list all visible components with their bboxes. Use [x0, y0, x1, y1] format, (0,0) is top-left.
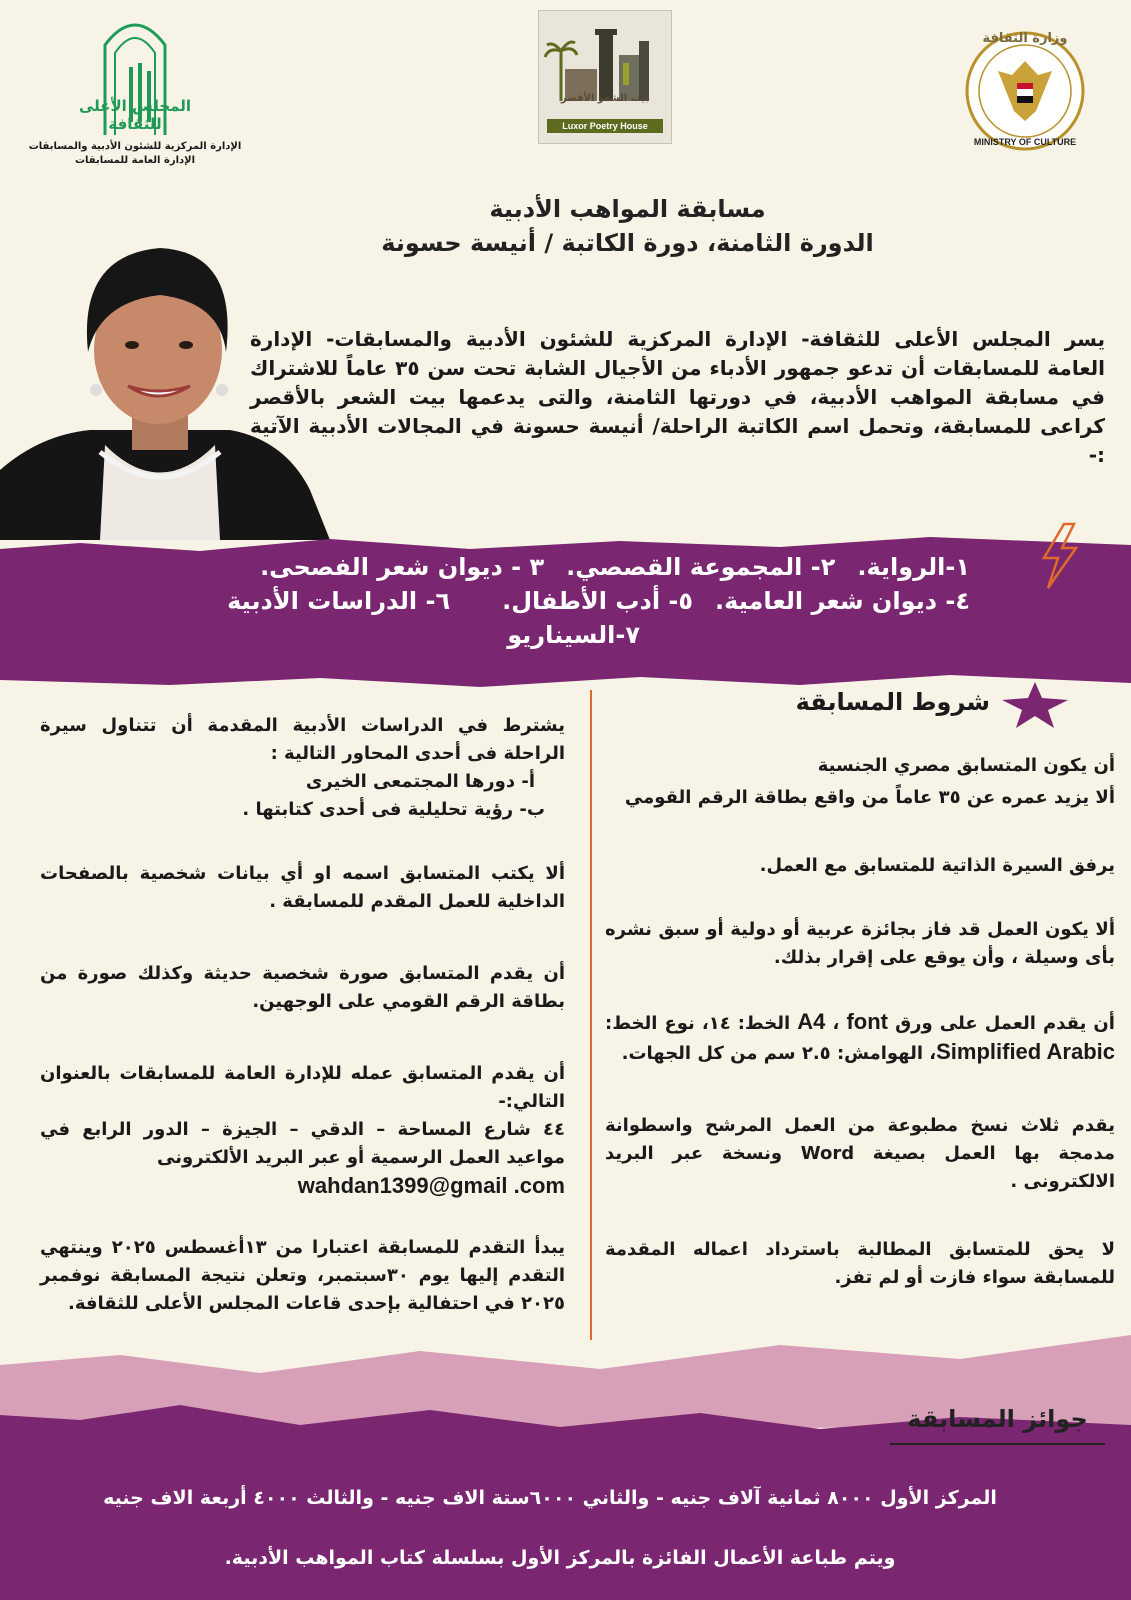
category-colloquial-poetry: ٤- ديوان شعر العامية. — [715, 587, 970, 615]
format-rule-part2: ، — [832, 1013, 840, 1034]
no-name-rule: ألا يكتب المتسابق اسمه او أي بيانات شخصية بالصفحات الداخلية للعمل المقدم للمسابقة . — [40, 863, 565, 912]
category-literary-studies: ٦- الدراسات الأدبية — [227, 587, 451, 615]
dates-info: يبدأ التقدم للمسابقة اعتبارا من ١٣أغسطس ٢٠٢٥ وينتهي التقدم إليها يوم ٣٠سبتمبر، وتعلن نتيجة المسابقة نوفمبر ٢٠٢٥ في احتفالية بإحدى قاعات المجلس الأعلى للثقافة. — [40, 1237, 565, 1314]
categories-row-2 — [150, 584, 970, 618]
conditions-heading — [795, 680, 1070, 730]
title-block — [300, 192, 955, 260]
prizes-heading: جوائز المسابقة — [890, 1405, 1105, 1445]
category-children-literature: ٥- أدب الأطفال. — [502, 587, 694, 615]
format-rule-part3: الخط: ١٤، نوع الخط: — [605, 1013, 791, 1034]
star-icon — [1000, 680, 1070, 730]
condition-item-format — [605, 1008, 1115, 1068]
condition-item: ألا يزيد عمره عن ٣٥ عاماً من واقع بطاقة الرقم القومي — [624, 787, 1115, 808]
council-caption-line2: الإدارة العامة للمسابقات — [74, 155, 196, 166]
council-logo-text: المجلس الأعلى للثقافة — [78, 97, 192, 133]
category-classical-poetry: ٣ - ديوان شعر الفصحى. — [260, 553, 545, 581]
categories-list — [150, 550, 970, 652]
format-rule-font-word: font — [846, 1009, 888, 1034]
studies-intro: يشترط في الدراسات الأدبية المقدمة أن تتناول سيرة الراحلة فى أحدى المحاور التالية : — [40, 715, 565, 764]
studies-axis-b: ب- رؤية تحليلية فى أحدى كتابتها . — [242, 799, 545, 820]
format-rule-paper: A4 — [797, 1009, 826, 1034]
prizes-amounts: المركز الأول ٨٠٠٠ ثمانية آلاف جنيه - والثاني ٦٠٠٠ستة الاف جنيه - والثالث ٤٠٠٠ أربعة الاف جنيه — [103, 1487, 997, 1509]
luxor-logo-english: Luxor Poetry House — [547, 119, 663, 133]
luxor-logo-arabic: بيت الشعر الأقصر — [560, 93, 650, 104]
ministry-logo-english: MINISTRY OF CULTURE — [973, 137, 1077, 147]
ministry-logo-arabic: وزارة الثقافة — [982, 31, 1068, 46]
additional-conditions — [40, 712, 565, 1352]
category-novel: ١-الرواية. — [857, 553, 970, 581]
council-caption-line1: الإدارة المركزية للشئون الأدبية والمسابقات — [28, 141, 242, 152]
category-screenplay: ٧-السيناريو — [507, 621, 640, 649]
studies-requirement — [40, 712, 565, 824]
column-divider — [590, 690, 592, 1340]
format-rule-font-name: Simplified Arabic — [936, 1039, 1115, 1064]
page-title: مسابقة المواهب الأدبية — [489, 195, 766, 223]
conditions-heading-label: شروط المسابقة — [795, 688, 990, 716]
condition-item: يرفق السيرة الذاتية للمتسابق مع العمل. — [759, 855, 1115, 876]
studies-axis-a: أ- دورها المجتمعى الخيرى — [305, 771, 535, 792]
photo-rule: أن يقدم المتسابق صورة شخصية حديثة وكذلك صورة من بطاقة الرقم القومي على الوجهين. — [40, 963, 565, 1012]
format-rule-part4: ، الهوامش: ٢.٥ سم من كل الجهات. — [621, 1043, 937, 1064]
prizes-printing-note: ويتم طباعة الأعمال الفائزة بالمركز الأول بسلسلة كتاب المواهب الأدبية. — [224, 1547, 896, 1569]
category-short-stories: ٢- المجموعة القصصي. — [566, 553, 836, 581]
condition-item: أن يكون المتسابق مصري الجنسية — [817, 755, 1115, 776]
address-text: ٤٤ شارع المساحة – الدقي – الجيزة – الدور الرابع في مواعيد العمل الرسمية أو عبر البريد الألكترونى — [40, 1119, 565, 1168]
conditions-list — [605, 752, 1115, 1326]
ministry-of-culture-logo — [950, 25, 1100, 160]
council-logo — [20, 5, 250, 175]
condition-item: يقدم ثلاث نسخ مطبوعة من العمل المرشح واسطوانة مدمجة بها العمل بصيغة Word ونسخة عبر البريد الالكترونى . — [605, 1115, 1115, 1192]
condition-item: ألا يكون العمل قد فاز بجائزة عربية أو دولية أو سبق نشره بأى وسيلة ، وأن يوقع على إقرار بذلك. — [605, 919, 1115, 968]
contact-email-link[interactable]: wahdan1399@gmail .com — [297, 1173, 565, 1198]
page-subtitle: الدورة الثامنة، دورة الكاتبة / أنيسة حسونة — [381, 229, 874, 257]
address-block — [40, 1060, 565, 1200]
luxor-poetry-house-logo — [538, 10, 672, 144]
lightning-icon — [1030, 518, 1090, 593]
format-rule-part1: أن يقدم العمل على ورق — [895, 1013, 1115, 1034]
categories-row-1 — [150, 550, 970, 584]
condition-item: لا يحق للمتسابق المطالبة باسترداد اعماله المقدمة للمسابقة سواء فازت أو لم تفز. — [605, 1239, 1115, 1288]
intro-paragraph: يسر المجلس الأعلى للثقافة- الإدارة المركزية للشئون الأدبية والمسابقات- الإدارة العامة للمسابقات أن تدعو جمهور الأدباء من الأجيال الشابة تحت سن ٣٥ عاماً للاشتراك في مسابقة المواهب الأدبية، في دورتها الثامنة، والتى يدعمها بيت الشعر بالأقصر كراعى للمسابقة، وتحمل اسم الكاتبة الراحلة/ أنيسة حسونة في المجالات الأدبية الآتية :- — [250, 327, 1105, 467]
categories-row-3 — [150, 618, 970, 652]
address-intro: أن يقدم المتسابق عمله للإدارة العامة للمسابقات بالعنوان التالي:- — [40, 1063, 565, 1112]
